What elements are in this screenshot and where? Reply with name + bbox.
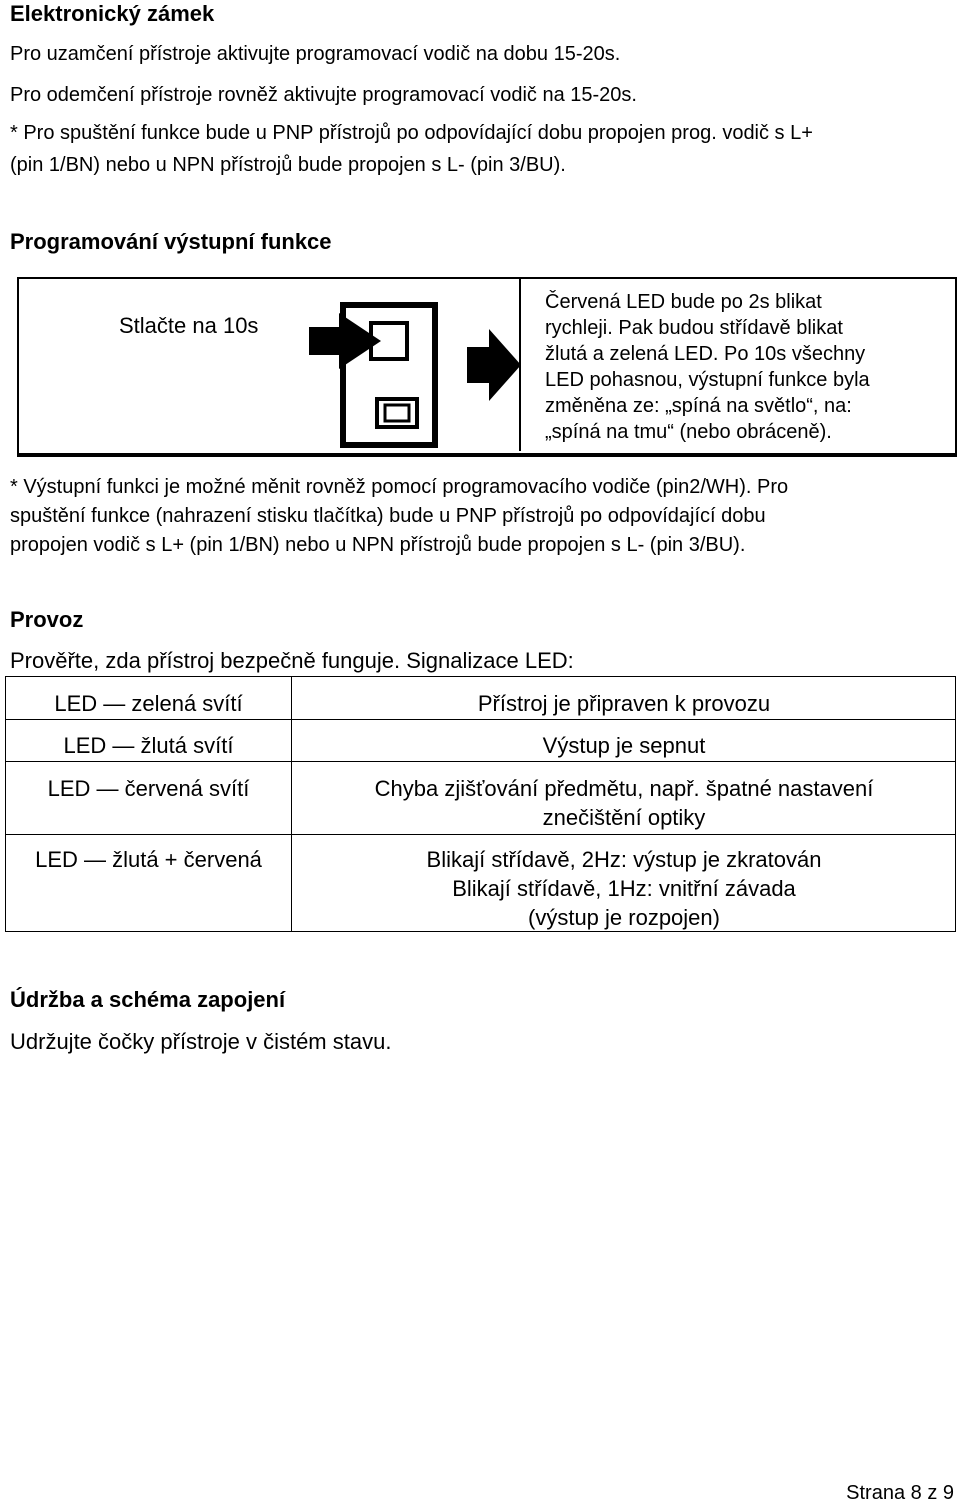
note-line-1: * Výstupní funkci je možné měnit rovněž pomocí programovacího vodiče (pin2/WH). Pro (10, 476, 789, 498)
lock-line-1: Pro uzamčení přístroje aktivujte programovací vodič na dobu 15-20s. (10, 43, 621, 65)
table-row-2-meaning: Výstup je sepnut (542, 733, 706, 758)
diagram-divider (519, 279, 521, 451)
note-line-2: spuštění funkce (nahrazení stisku tlačítka) bude u PNP přístrojů po odpovídající dobu (10, 505, 766, 527)
table-row-4-meaning-3: (výstup je rozpojen) (528, 905, 720, 930)
lock-line-2: Pro odemčení přístroje rovněž aktivujte programovací vodič na 15-20s. (10, 84, 637, 106)
table-row-4-led: LED — žlutá + červená (35, 847, 262, 872)
desc-line-5: změněna ze: „spíná na světlo“, na: (545, 395, 852, 417)
table-row-3-meaning-2: znečištění optiky (542, 805, 706, 830)
lock-text (10, 38, 813, 181)
table-row-3-led: LED — červená svítí (47, 776, 250, 801)
lock-line-3: * Pro spuštění funkce bude u PNP přístrojů po odpovídající dobu propojen prog. vodič s L+ (10, 122, 813, 144)
programming-diagram-box (17, 277, 957, 457)
table-row-2-led: LED — žlutá svítí (63, 733, 234, 758)
result-arrow-icon (467, 329, 521, 401)
page-number: Strana 8 z 9 (846, 1482, 954, 1504)
operation-intro: Prověřte, zda přístroj bezpečně funguje. Signalizace LED: (10, 648, 574, 673)
programming-note (10, 473, 788, 560)
table-row-1-led: LED — zelená svítí (54, 691, 243, 716)
desc-line-6: „spíná na tmu“ (nebo obráceně). (545, 421, 832, 443)
table-row-4-meaning-2: Blikají střídavě, 1Hz: vnitřní závada (452, 876, 796, 901)
operation-heading: Provoz (10, 607, 84, 632)
desc-line-2: rychleji. Pak budou střídavě blikat (545, 317, 843, 339)
led-description (545, 289, 870, 445)
press-label: Stlačte na 10s (119, 313, 259, 338)
table-row-3-meaning-1: Chyba zjišťování předmětu, např. špatné nastavení (374, 776, 874, 801)
programming-heading: Programování výstupní funkce (10, 229, 332, 254)
button-device-illustration (309, 299, 529, 449)
table-row-1-meaning: Přístroj je připraven k provozu (477, 691, 771, 716)
lock-line-4: (pin 1/BN) nebo u NPN přístrojů bude propojen s L- (pin 3/BU). (10, 154, 566, 176)
desc-line-4: LED pohasnou, výstupní funkce byla (545, 369, 870, 391)
maintenance-text: Udržujte čočky přístroje v čistém stavu. (10, 1029, 392, 1054)
note-line-3: propojen vodič s L+ (pin 1/BN) nebo u NPN přístrojů bude propojen s L- (pin 3/BU). (10, 534, 746, 556)
table-row-4-meaning-1: Blikají střídavě, 2Hz: výstup je zkratován (426, 847, 822, 872)
desc-line-1: Červená LED bude po 2s blikat (545, 291, 822, 313)
maintenance-heading: Údržba a schéma zapojení (10, 987, 286, 1012)
desc-line-3: žlutá a zelená LED. Po 10s všechny (545, 343, 866, 365)
lock-heading: Elektronický zámek (10, 1, 215, 26)
led-signal-table (5, 676, 956, 932)
